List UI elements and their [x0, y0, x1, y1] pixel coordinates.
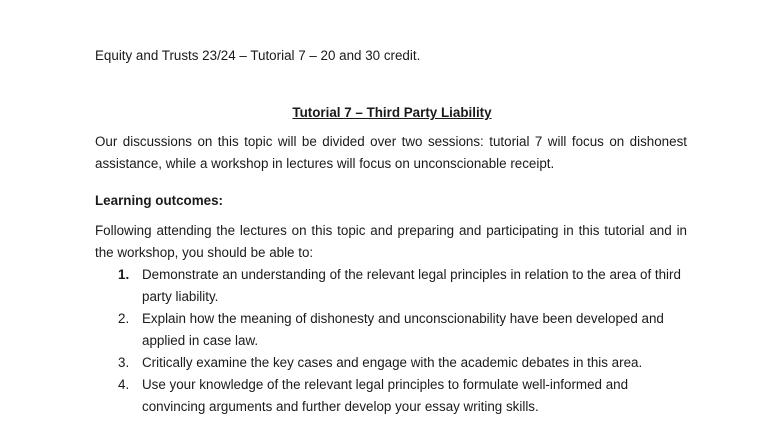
list-item-number: 2.	[118, 311, 130, 326]
learning-outcomes-list	[95, 264, 687, 418]
list-item	[95, 264, 687, 308]
tutorial-title: Tutorial 7 – Third Party Liability	[292, 105, 492, 120]
intro-paragraph: Our discussions on this topic will be divided over two sessions: tutorial 7 will focus on dishonest assistance, while a workshop in lectures will focus on unconscionable receipt.	[95, 134, 687, 171]
list-item-text: Explain how the meaning of dishonesty and unconscionability have been developed and applied in case law.	[142, 311, 664, 348]
learning-outcomes-lead: Following attending the lectures on this topic and preparing and participating in this tutorial and in the workshop, you should be able to:	[95, 223, 687, 260]
list-item-text: Demonstrate an understanding of the relevant legal principles in relation to the area of third party liability.	[142, 267, 681, 304]
list-item-text: Use your knowledge of the relevant legal principles to formulate well-informed and convincing arguments and further develop your essay writing skills.	[142, 377, 629, 414]
list-item-text: Critically examine the key cases and engage with the academic debates in this area.	[142, 355, 643, 370]
list-item-number: 3.	[118, 355, 130, 370]
list-item	[95, 374, 687, 418]
list-item-number: 1.	[118, 267, 130, 282]
list-item	[95, 352, 687, 374]
document-header: Equity and Trusts 23/24 – Tutorial 7 – 20 and 30 credit.	[95, 48, 421, 63]
learning-outcomes-heading: Learning outcomes:	[95, 193, 223, 208]
list-item	[95, 308, 687, 352]
list-item-number: 4.	[118, 377, 130, 392]
